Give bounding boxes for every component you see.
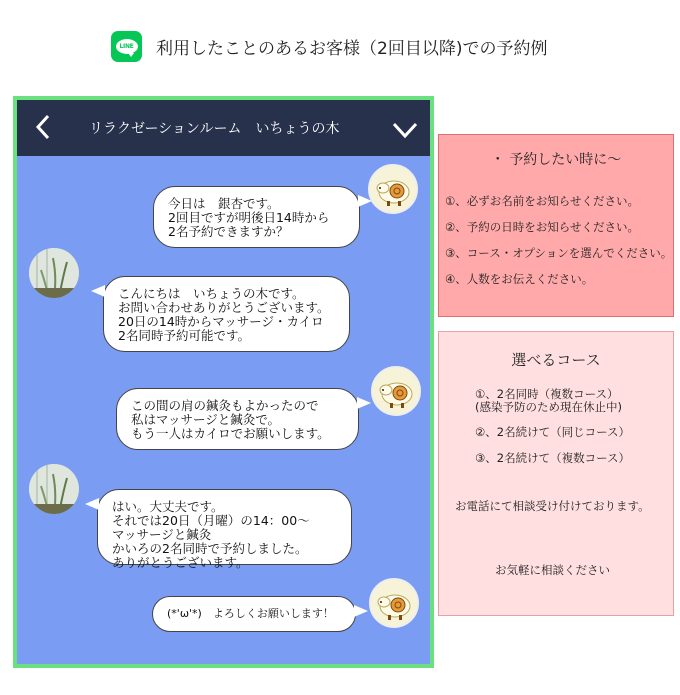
reservation-step: ②、予約の日時をお知らせください。: [445, 220, 639, 234]
chat-header: [17, 100, 430, 156]
line-logo-icon: [111, 31, 142, 62]
shop-avatar-photo: [29, 464, 79, 514]
reservation-steps-box: [438, 134, 674, 317]
reservation-step: ③、コース・オプションを選んでください。: [445, 246, 673, 260]
chevron-down-icon[interactable]: [390, 114, 420, 144]
reservation-steps-heading: ・ 予約したい時に～: [490, 152, 622, 168]
line-logo-text: LINE: [119, 42, 134, 50]
sheep-icon: [373, 368, 419, 414]
reservation-step: ④、人数をお伝えください。: [445, 272, 594, 286]
sheep-icon: [371, 580, 417, 626]
chat-message-shop: こんにちは いちょうの木です。 お問い合わせありがとうございます。 20日の14時からマッサージ・カイロ 2名同時予約可能です。: [103, 276, 350, 352]
chat-message-customer: (*'ω'*) よろしくお願いします！: [152, 596, 356, 632]
chat-message-customer: この間の肩の鍼灸もよかったので 私はマッサージと鍼灸で。 もう一人はカイロでお願いします。: [116, 388, 359, 450]
shop-avatar-photo: [29, 248, 79, 298]
chat-message-customer: 今日は 銀杏です。 2回目ですが明後日14時から 2名予約できますか？: [153, 186, 360, 248]
course-option: ③、2名続けて（複数コース）: [475, 451, 631, 465]
phone-consultation-note: お電話にて相談受け付けております。: [455, 499, 650, 513]
chat-window: [13, 96, 434, 668]
page-title: 利用したことのあるお客様（2回目以降)での予約例: [156, 38, 548, 59]
page-header: [111, 30, 547, 62]
sheep-icon: [370, 166, 416, 212]
chat-room-name: リラクゼーションルーム いちょうの木: [89, 121, 340, 137]
customer-avatar-sheep: [368, 164, 418, 214]
plant-photo-icon: [29, 464, 79, 514]
customer-avatar-sheep: [369, 578, 419, 628]
chat-message-shop: はい。大丈夫です。 それでは20日（月曜）の14：00～ マッサージと鍼灸 かいろの2名同時で予約しました。 ありがとうございます。: [97, 489, 352, 565]
customer-avatar-sheep: [371, 366, 421, 416]
reservation-step: ①、必ずお名前をお知らせください。: [445, 194, 639, 208]
course-option: ①、2名同時（複数コース） (感染予防のため現在休止中): [475, 387, 622, 414]
plant-photo-icon: [29, 248, 79, 298]
course-option: ②、2名続けて（同じコース）: [475, 425, 631, 439]
course-options-heading: 選べるコース: [511, 351, 601, 369]
back-arrow-icon[interactable]: [29, 112, 59, 142]
course-options-box: [438, 331, 674, 616]
closing-note: お気軽に相談ください: [495, 563, 610, 577]
